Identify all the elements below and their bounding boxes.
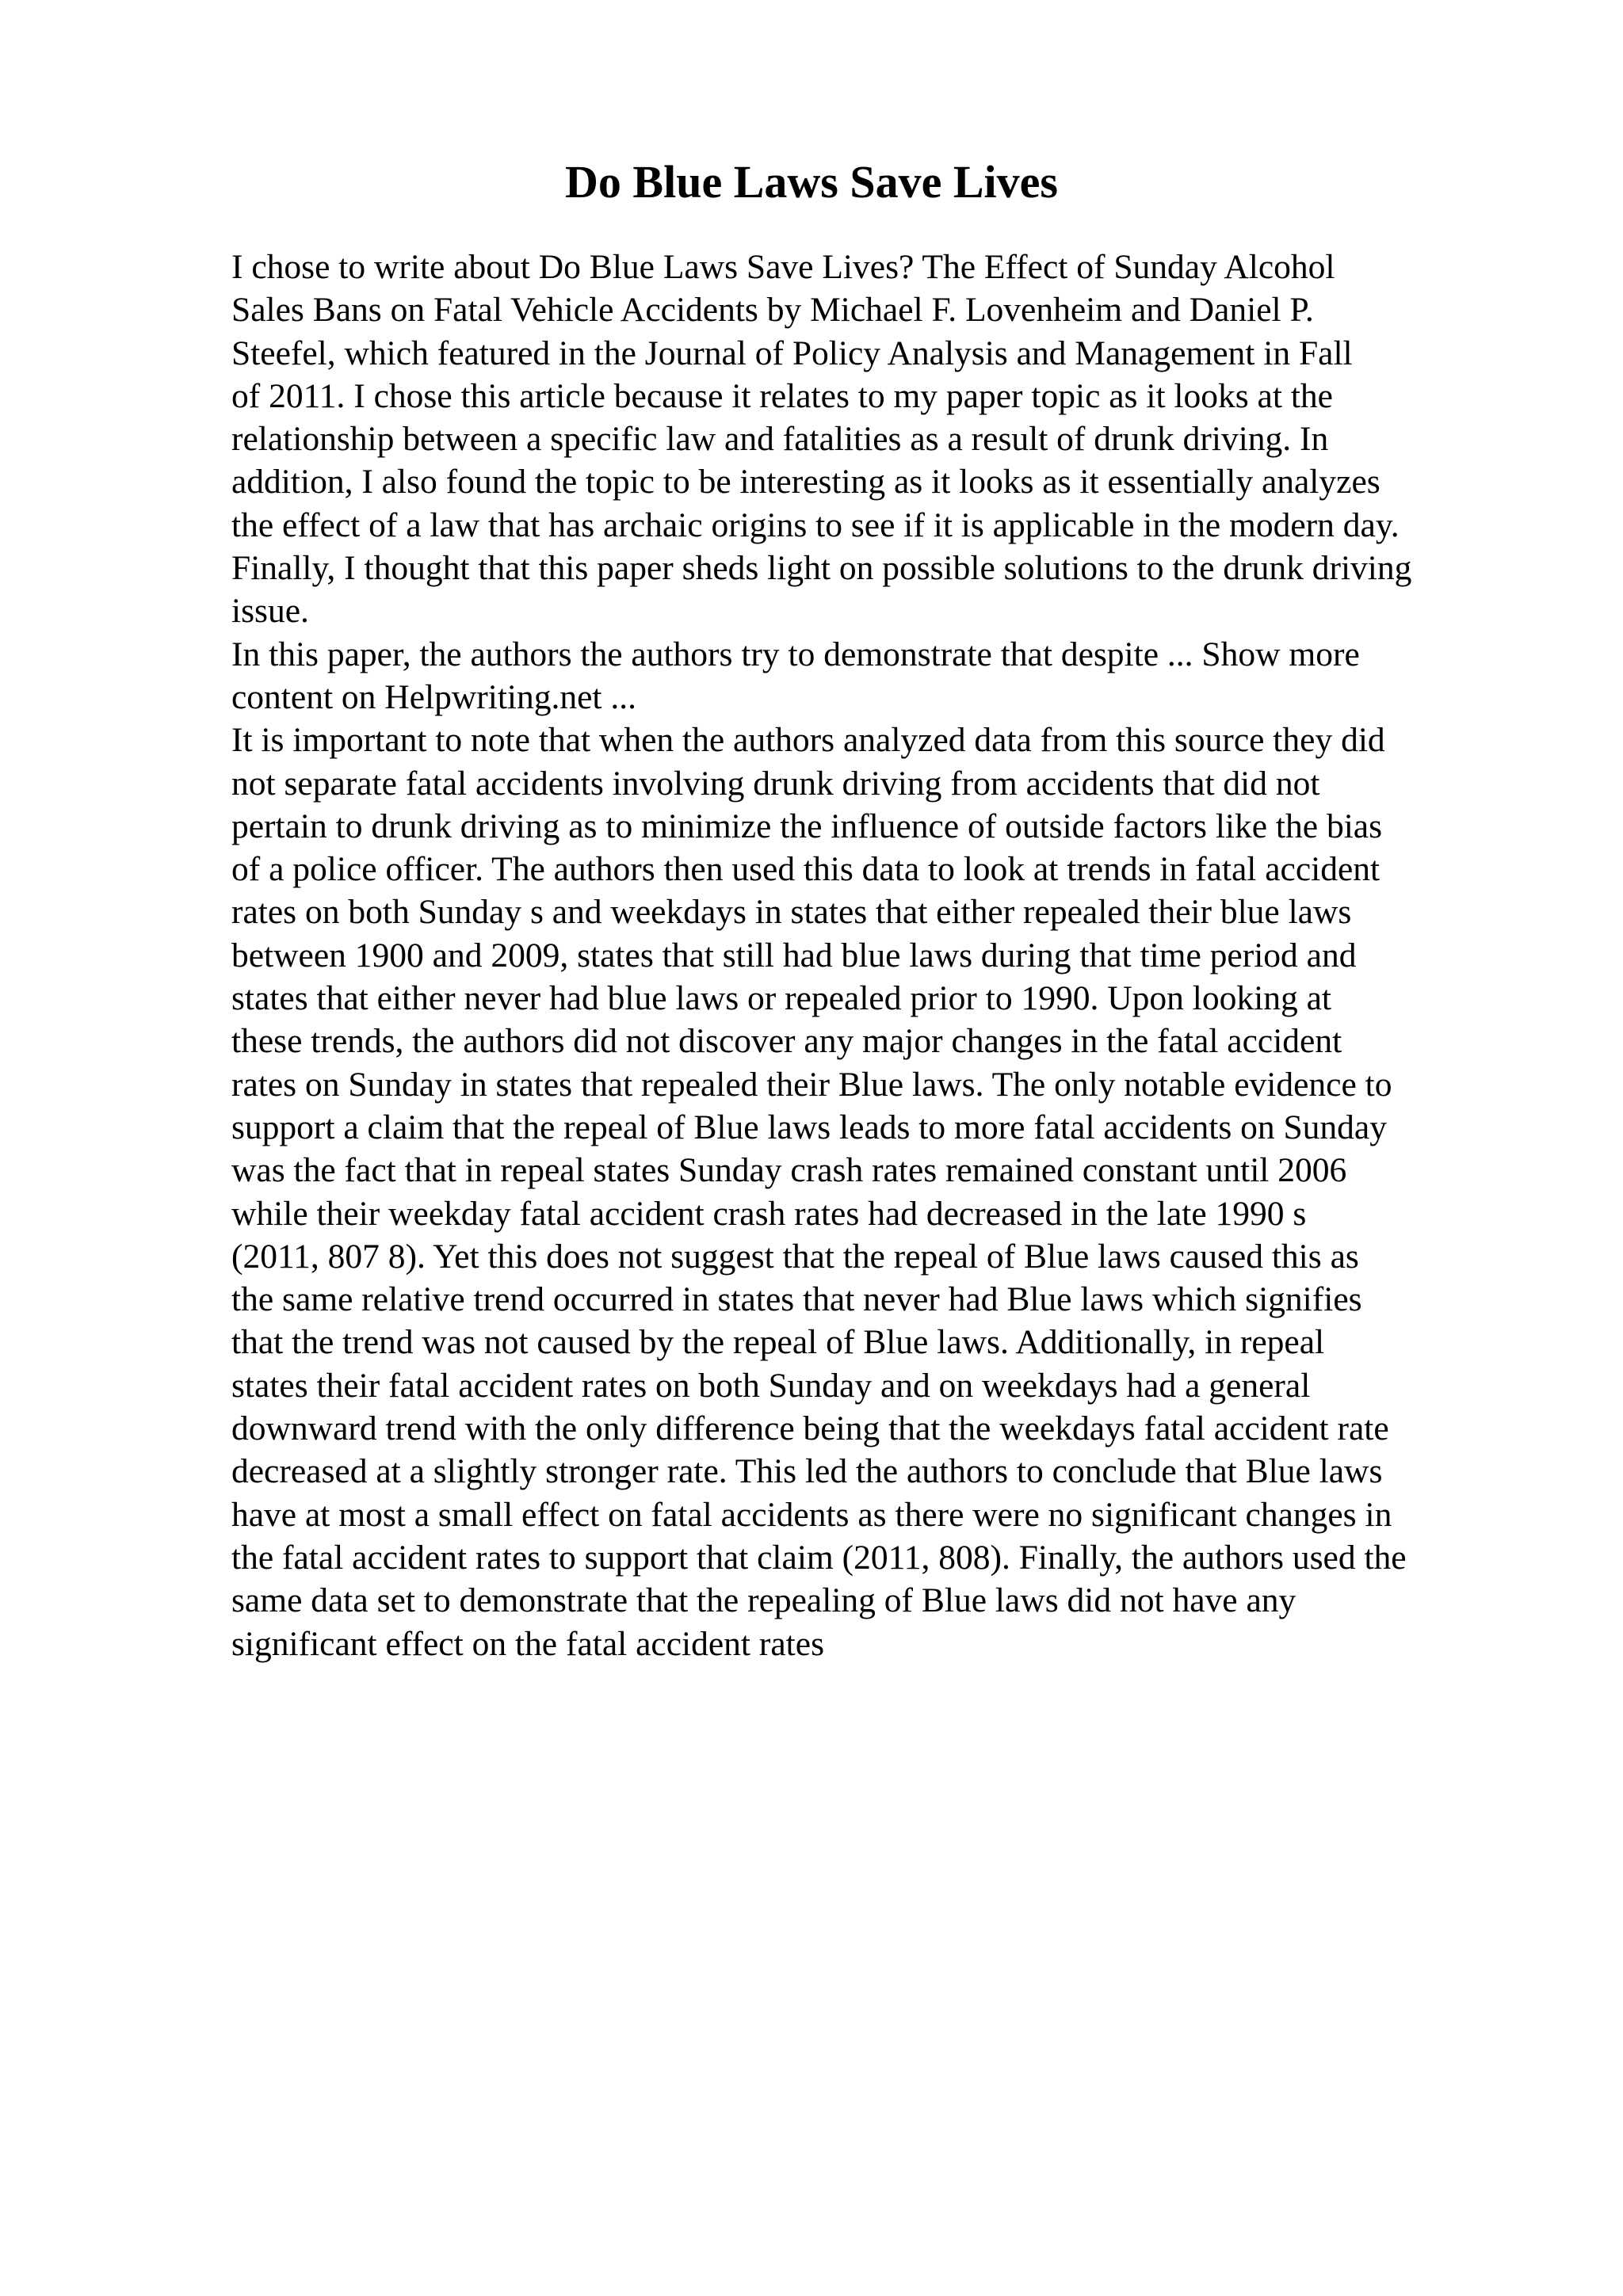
- text-line: significant effect on the fatal accident rates: [231, 1624, 824, 1663]
- text-line: these trends, the authors did not discover any major changes in the fatal accident: [231, 1022, 1342, 1061]
- paragraph-summary-teaser: [231, 633, 1499, 719]
- text-line: I chose to write about Do Blue Laws Save Lives? The Effect of Sunday Alcohol: [231, 248, 1335, 286]
- text-line: the fatal accident rates to support that claim (2011, 808). Finally, the authors used the: [231, 1538, 1407, 1577]
- text-line: In this paper, the authors the authors try to demonstrate that despite ... Show more: [231, 635, 1360, 673]
- text-line: addition, I also found the topic to be interesting as it looks as it essentially analyzes: [231, 463, 1381, 502]
- text-line: that the trend was not caused by the repeal of Blue laws. Additionally, in repeal: [231, 1323, 1325, 1362]
- text-line: rates on both Sunday s and weekdays in states that either repealed their blue laws: [231, 893, 1352, 932]
- text-line: support a claim that the repeal of Blue laws leads to more fatal accidents on Sunday: [231, 1108, 1387, 1146]
- text-line: the same relative trend occurred in states that never had Blue laws which signifies: [231, 1280, 1362, 1319]
- text-line: of a police officer. The authors then used this data to look at trends in fatal accident: [231, 850, 1381, 889]
- text-line: content on Helpwriting.net ...: [231, 677, 637, 716]
- paragraph-analysis: [231, 719, 1499, 1665]
- text-line: states that either never had blue laws or repealed prior to 1990. Upon looking at: [231, 979, 1331, 1018]
- text-line: (2011, 807 8). Yet this does not suggest that the repeal of Blue laws caused this as: [231, 1237, 1359, 1276]
- text-line: It is important to note that when the authors analyzed data from this source they did: [231, 721, 1385, 760]
- text-line: was the fact that in repeal states Sunday crash rates remained constant until 2006: [231, 1151, 1347, 1190]
- document-body: [231, 246, 1499, 1665]
- text-line: have at most a small effect on fatal accidents as there were no significant changes in: [231, 1495, 1392, 1534]
- text-line: Finally, I thought that this paper sheds light on possible solutions to the drunk driving: [231, 549, 1412, 588]
- text-line: Steefel, which featured in the Journal of Policy Analysis and Management in Fall: [231, 334, 1353, 372]
- text-line: of 2011. I chose this article because it relates to my paper topic as it looks at the: [231, 376, 1333, 415]
- text-line: issue.: [231, 592, 309, 631]
- text-line: between 1900 and 2009, states that still had blue laws during that time period and: [231, 936, 1357, 974]
- text-line: rates on Sunday in states that repealed their Blue laws. The only notable evidence to: [231, 1065, 1392, 1104]
- text-line: pertain to drunk driving as to minimize the influence of outside factors like the bias: [231, 807, 1383, 845]
- text-line: Sales Bans on Fatal Vehicle Accidents by Michael F. Lovenheim and Daniel P.: [231, 291, 1314, 330]
- text-line: decreased at a slightly stronger rate. This led the authors to conclude that Blue laws: [231, 1452, 1383, 1491]
- text-line: states their fatal accident rates on both Sunday and on weekdays had a general: [231, 1366, 1311, 1405]
- text-line: same data set to demonstrate that the repealing of Blue laws did not have any: [231, 1581, 1296, 1620]
- text-line: relationship between a specific law and fatalities as a result of drunk driving. In: [231, 420, 1329, 459]
- text-line: the effect of a law that has archaic origins to see if it is applicable in the modern day.: [231, 505, 1400, 544]
- text-line: while their weekday fatal accident crash rates had decreased in the late 1990 s: [231, 1194, 1307, 1233]
- text-line: not separate fatal accidents involving drunk driving from accidents that did not: [231, 764, 1320, 803]
- text-line: downward trend with the only difference being that the weekdays fatal accident rate: [231, 1409, 1389, 1448]
- document-title: Do Blue Laws Save Lives: [565, 156, 1058, 208]
- paragraph-intro: [231, 246, 1499, 633]
